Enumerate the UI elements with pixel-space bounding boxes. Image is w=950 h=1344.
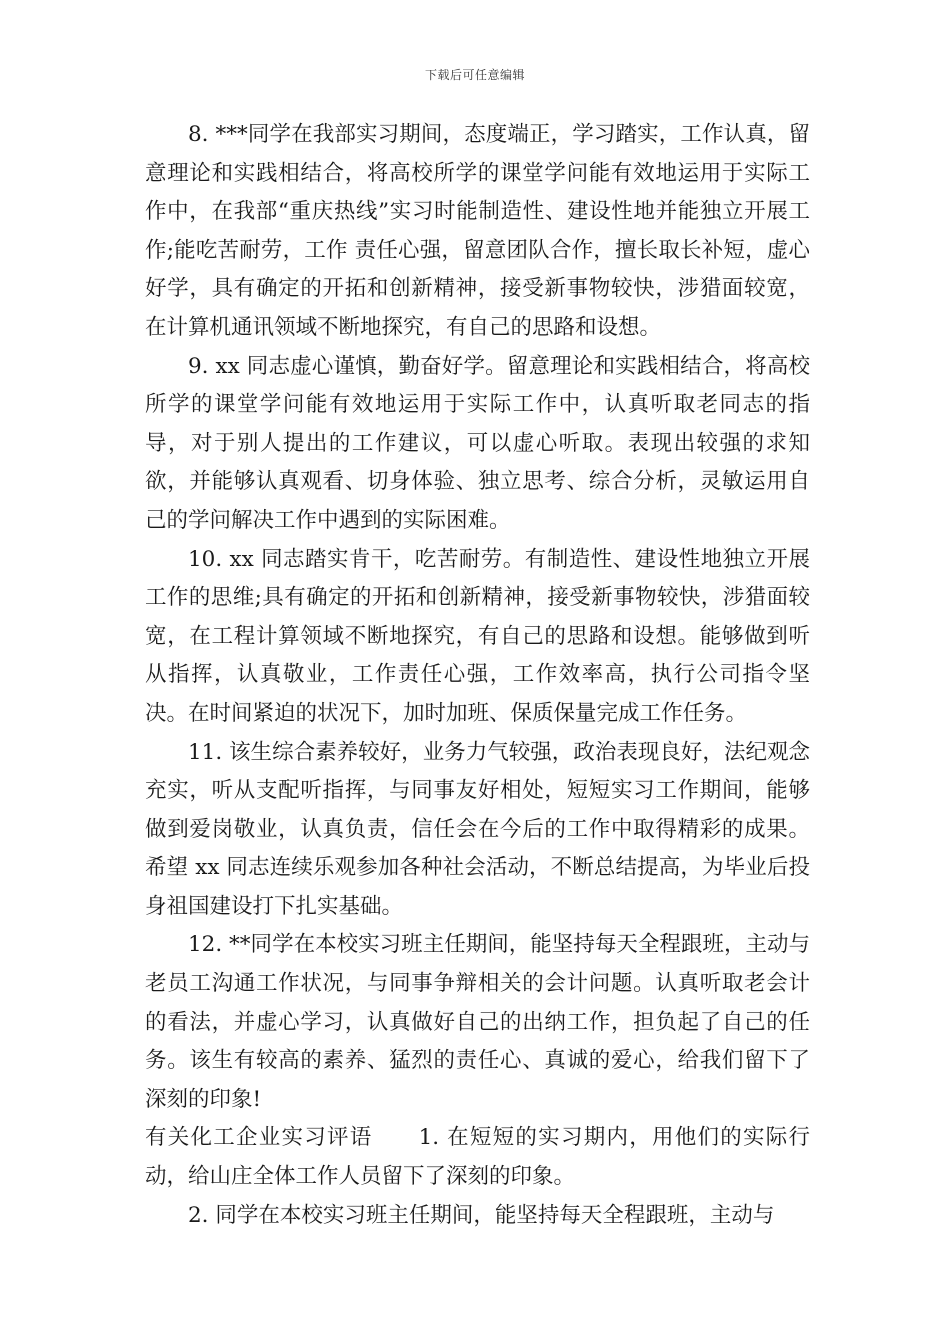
- header-note: 下载后可任意编辑: [424, 68, 525, 82]
- paragraph-11: 11. 该生综合素养较好，业务力气较强，政治表现良好，法纪观念充实，听从支配听指挥，与同事友好相处，短短实习工作期间，能够做到爱岗敬业，认真负责，信任会在今后的工作中取得精彩的成果。希望 xx 同志连续乐观参加各种社会活动，不断总结提高，为毕业后投身祖国建设打下扎实基础。: [145, 739, 810, 919]
- paragraph-12: 12. **同学在本校实习班主任期间，能坚持每天全程跟班，主动与老员工沟通工作状况，与同事争辩相关的会计问题。认真听取老会计的看法，并虚心学习，认真做好自己的出纳工作，担负起了自己的任务。该生有较高的素养、猛烈的责任心、真诚的爱心，给我们留下了深刻的印象!: [145, 932, 810, 1112]
- document-body: [145, 116, 810, 1235]
- section-paragraph: [145, 1119, 810, 1196]
- paragraph-10: 10. xx 同志踏实肯干，吃苦耐劳。有制造性、建设性地独立开展工作的思维;具有确定的开拓和创新精神，接受新事物较快，涉猎面较宽，在工程计算领域不断地探究，有自己的思路和设想。能够做到听从指挥，认真敬业，工作责任心强，工作效率高，执行公司指令坚决。在时间紧迫的状况下，加时加班、保质保量完成工作任务。: [145, 546, 810, 726]
- paragraph-9: 9. xx 同志虚心谨慎，勤奋好学。留意理论和实践相结合，将高校所学的课堂学问能有效地运用于实际工作中，认真听取老同志的指导，对于别人提出的工作建议，可以虚心听取。表现出较强的求知欲，并能够认真观看、切身体验、独立思考、综合分析，灵敏运用自己的学问解决工作中遇到的实际困难。: [145, 353, 810, 533]
- paragraph-8: 8. ***同学在我部实习期间，态度端正，学习踏实，工作认真，留意理论和实践相结合，将高校所学的课堂学问能有效地运用于实际工作中，在我部“重庆热线”实习时能制造性、建设性地并能独立开展工作;能吃苦耐劳，工作 责任心强，留意团队合作，擅长取长补短，虚心好学，具有确定的开拓和创新精神，接受新事物较快，涉猎面较宽，在计算机通讯领域不断地探究，有自己的思路和设想。: [145, 122, 810, 340]
- section-first-item: 1. 在短短的实习期内，用他们的实际行动，给山庄全体工作人员留下了深刻的印象。: [145, 1125, 810, 1190]
- section-title: 有关化工企业实习评语: [145, 1125, 373, 1151]
- paragraph-2: 2. 同学在本校实习班主任期间，能坚持每天全程跟班，主动与: [188, 1202, 775, 1228]
